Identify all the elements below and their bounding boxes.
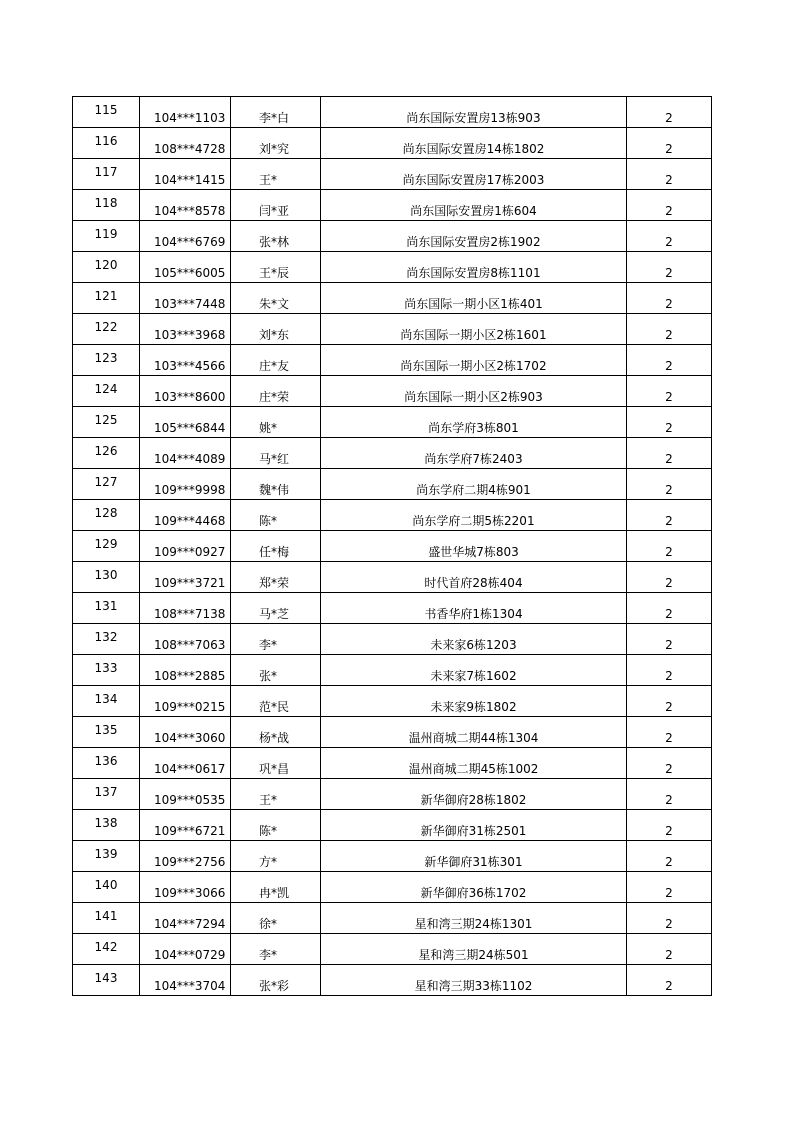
address-cell: 尚东国际一期小区2栋903	[321, 376, 627, 407]
person-name-cell: 王*	[231, 159, 321, 190]
row-number-cell: 129	[73, 531, 140, 562]
table-row	[73, 686, 712, 717]
table-row	[73, 97, 712, 128]
address-cell: 新华御府31栋2501	[321, 810, 627, 841]
person-name-cell: 方*	[231, 841, 321, 872]
roster-table-body	[73, 97, 712, 996]
account-number-cell: 103***4566	[140, 345, 231, 376]
address-cell: 盛世华城7栋803	[321, 531, 627, 562]
table-row	[73, 934, 712, 965]
address-cell: 尚东学府7栋2403	[321, 438, 627, 469]
account-number-cell: 104***3704	[140, 965, 231, 996]
address-cell: 温州商城二期44栋1304	[321, 717, 627, 748]
person-name-cell: 魏*伟	[231, 469, 321, 500]
count-cell: 2	[627, 624, 712, 655]
person-name-cell: 马*芝	[231, 593, 321, 624]
address-cell: 书香华府1栋1304	[321, 593, 627, 624]
account-number-cell: 103***8600	[140, 376, 231, 407]
account-number-cell: 109***0927	[140, 531, 231, 562]
address-cell: 星和湾三期24栋1301	[321, 903, 627, 934]
account-number-cell: 109***0535	[140, 779, 231, 810]
row-number-cell: 137	[73, 779, 140, 810]
account-number-cell: 109***6721	[140, 810, 231, 841]
row-number-cell: 125	[73, 407, 140, 438]
account-number-cell: 104***7294	[140, 903, 231, 934]
table-row	[73, 779, 712, 810]
row-number-cell: 122	[73, 314, 140, 345]
address-cell: 未来家6栋1203	[321, 624, 627, 655]
person-name-cell: 庄*荣	[231, 376, 321, 407]
table-row	[73, 841, 712, 872]
person-name-cell: 马*红	[231, 438, 321, 469]
address-cell: 星和湾三期33栋1102	[321, 965, 627, 996]
count-cell: 2	[627, 934, 712, 965]
person-name-cell: 朱*文	[231, 283, 321, 314]
count-cell: 2	[627, 500, 712, 531]
person-name-cell: 王*辰	[231, 252, 321, 283]
person-name-cell: 郑*荣	[231, 562, 321, 593]
account-number-cell: 108***7138	[140, 593, 231, 624]
person-name-cell: 任*梅	[231, 531, 321, 562]
account-number-cell: 104***4089	[140, 438, 231, 469]
count-cell: 2	[627, 686, 712, 717]
count-cell: 2	[627, 221, 712, 252]
row-number-cell: 128	[73, 500, 140, 531]
account-number-cell: 105***6844	[140, 407, 231, 438]
person-name-cell: 张*彩	[231, 965, 321, 996]
person-name-cell: 李*	[231, 624, 321, 655]
table-row	[73, 314, 712, 345]
address-cell: 尚东国际安置房1栋604	[321, 190, 627, 221]
account-number-cell: 109***3721	[140, 562, 231, 593]
account-number-cell: 104***8578	[140, 190, 231, 221]
account-number-cell: 109***9998	[140, 469, 231, 500]
count-cell: 2	[627, 376, 712, 407]
address-cell: 未来家7栋1602	[321, 655, 627, 686]
address-cell: 温州商城二期45栋1002	[321, 748, 627, 779]
count-cell: 2	[627, 469, 712, 500]
account-number-cell: 105***6005	[140, 252, 231, 283]
account-number-cell: 108***2885	[140, 655, 231, 686]
account-number-cell: 108***7063	[140, 624, 231, 655]
row-number-cell: 127	[73, 469, 140, 500]
account-number-cell: 109***0215	[140, 686, 231, 717]
address-cell: 尚东国际一期小区2栋1702	[321, 345, 627, 376]
count-cell: 2	[627, 283, 712, 314]
account-number-cell: 109***4468	[140, 500, 231, 531]
person-name-cell: 陈*	[231, 810, 321, 841]
row-number-cell: 143	[73, 965, 140, 996]
address-cell: 新华御府36栋1702	[321, 872, 627, 903]
account-number-cell: 103***7448	[140, 283, 231, 314]
count-cell: 2	[627, 407, 712, 438]
person-name-cell: 王*	[231, 779, 321, 810]
count-cell: 2	[627, 903, 712, 934]
row-number-cell: 117	[73, 159, 140, 190]
address-cell: 尚东国际安置房17栋2003	[321, 159, 627, 190]
table-row	[73, 345, 712, 376]
person-name-cell: 刘*东	[231, 314, 321, 345]
account-number-cell: 104***1415	[140, 159, 231, 190]
count-cell: 2	[627, 717, 712, 748]
person-name-cell: 刘*究	[231, 128, 321, 159]
table-row	[73, 438, 712, 469]
address-cell: 尚东学府3栋801	[321, 407, 627, 438]
count-cell: 2	[627, 531, 712, 562]
person-name-cell: 姚*	[231, 407, 321, 438]
table-row	[73, 159, 712, 190]
account-number-cell: 109***2756	[140, 841, 231, 872]
row-number-cell: 124	[73, 376, 140, 407]
person-name-cell: 闫*亚	[231, 190, 321, 221]
address-cell: 星和湾三期24栋501	[321, 934, 627, 965]
account-number-cell: 104***0617	[140, 748, 231, 779]
table-row	[73, 500, 712, 531]
table-row	[73, 469, 712, 500]
row-number-cell: 133	[73, 655, 140, 686]
table-row	[73, 748, 712, 779]
account-number-cell: 104***1103	[140, 97, 231, 128]
row-number-cell: 132	[73, 624, 140, 655]
person-name-cell: 李*白	[231, 97, 321, 128]
count-cell: 2	[627, 872, 712, 903]
person-name-cell: 张*	[231, 655, 321, 686]
roster-table	[72, 96, 712, 996]
address-cell: 新华御府31栋301	[321, 841, 627, 872]
account-number-cell: 104***6769	[140, 221, 231, 252]
count-cell: 2	[627, 593, 712, 624]
table-row	[73, 407, 712, 438]
count-cell: 2	[627, 562, 712, 593]
row-number-cell: 116	[73, 128, 140, 159]
row-number-cell: 139	[73, 841, 140, 872]
person-name-cell: 冉*凯	[231, 872, 321, 903]
count-cell: 2	[627, 159, 712, 190]
address-cell: 尚东学府二期4栋901	[321, 469, 627, 500]
address-cell: 尚东国际一期小区2栋1601	[321, 314, 627, 345]
table-row	[73, 562, 712, 593]
table-row	[73, 376, 712, 407]
table-row	[73, 190, 712, 221]
address-cell: 未来家9栋1802	[321, 686, 627, 717]
count-cell: 2	[627, 345, 712, 376]
row-number-cell: 138	[73, 810, 140, 841]
count-cell: 2	[627, 438, 712, 469]
address-cell: 尚东国际安置房8栋1101	[321, 252, 627, 283]
count-cell: 2	[627, 965, 712, 996]
row-number-cell: 135	[73, 717, 140, 748]
person-name-cell: 巩*昌	[231, 748, 321, 779]
row-number-cell: 142	[73, 934, 140, 965]
address-cell: 尚东学府二期5栋2201	[321, 500, 627, 531]
row-number-cell: 126	[73, 438, 140, 469]
row-number-cell: 130	[73, 562, 140, 593]
person-name-cell: 张*林	[231, 221, 321, 252]
table-row	[73, 128, 712, 159]
table-row	[73, 810, 712, 841]
account-number-cell: 104***3060	[140, 717, 231, 748]
address-cell: 尚东国际安置房13栋903	[321, 97, 627, 128]
person-name-cell: 徐*	[231, 903, 321, 934]
table-row	[73, 221, 712, 252]
address-cell: 尚东国际安置房2栋1902	[321, 221, 627, 252]
row-number-cell: 131	[73, 593, 140, 624]
table-row	[73, 593, 712, 624]
row-number-cell: 141	[73, 903, 140, 934]
count-cell: 2	[627, 314, 712, 345]
address-cell: 时代首府28栋404	[321, 562, 627, 593]
row-number-cell: 118	[73, 190, 140, 221]
count-cell: 2	[627, 655, 712, 686]
row-number-cell: 123	[73, 345, 140, 376]
count-cell: 2	[627, 748, 712, 779]
row-number-cell: 120	[73, 252, 140, 283]
address-cell: 新华御府28栋1802	[321, 779, 627, 810]
person-name-cell: 杨*战	[231, 717, 321, 748]
table-row	[73, 903, 712, 934]
person-name-cell: 庄*友	[231, 345, 321, 376]
table-row	[73, 965, 712, 996]
table-row	[73, 624, 712, 655]
count-cell: 2	[627, 190, 712, 221]
row-number-cell: 121	[73, 283, 140, 314]
table-row	[73, 283, 712, 314]
table-row	[73, 531, 712, 562]
address-cell: 尚东国际一期小区1栋401	[321, 283, 627, 314]
person-name-cell: 陈*	[231, 500, 321, 531]
row-number-cell: 136	[73, 748, 140, 779]
account-number-cell: 103***3968	[140, 314, 231, 345]
table-row	[73, 717, 712, 748]
account-number-cell: 109***3066	[140, 872, 231, 903]
account-number-cell: 108***4728	[140, 128, 231, 159]
count-cell: 2	[627, 841, 712, 872]
table-row	[73, 655, 712, 686]
address-cell: 尚东国际安置房14栋1802	[321, 128, 627, 159]
row-number-cell: 115	[73, 97, 140, 128]
table-row	[73, 872, 712, 903]
count-cell: 2	[627, 779, 712, 810]
count-cell: 2	[627, 810, 712, 841]
row-number-cell: 140	[73, 872, 140, 903]
table-row	[73, 252, 712, 283]
person-name-cell: 李*	[231, 934, 321, 965]
count-cell: 2	[627, 97, 712, 128]
row-number-cell: 119	[73, 221, 140, 252]
row-number-cell: 134	[73, 686, 140, 717]
account-number-cell: 104***0729	[140, 934, 231, 965]
count-cell: 2	[627, 252, 712, 283]
person-name-cell: 范*民	[231, 686, 321, 717]
count-cell: 2	[627, 128, 712, 159]
